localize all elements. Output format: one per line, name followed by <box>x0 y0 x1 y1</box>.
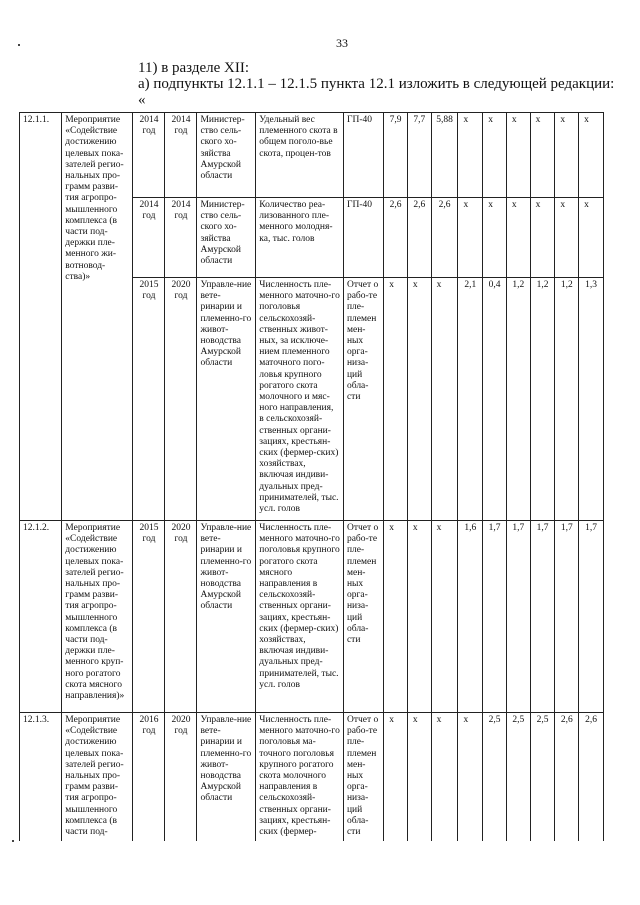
value-cell: х <box>458 198 483 278</box>
value-cell: 2,6 <box>407 198 431 278</box>
start-year: 2014 год <box>133 198 165 278</box>
indicator: Численность пле-менного маточно-го поголовья крупного рогатого скота мясного направления в сельскохозяй-ственных органи-зациях, крестьян-ских (фермер-ских) хозяйствах, включая индиви-дуальных пред-принимателей, тыс. усл. голов <box>256 521 344 713</box>
value-cell: 2,5 <box>506 713 530 842</box>
measures-table <box>19 112 604 841</box>
intro-quote-mark: « <box>138 92 146 108</box>
item-number: 12.1.3. <box>20 713 62 842</box>
indicator: Количество реа-лизованного пле-менного молодня-ка, тыс. голов <box>256 198 344 278</box>
value-cell: х <box>483 198 507 278</box>
table-row <box>20 113 604 198</box>
executor: Управле-ние вете-ринарии и племенно-го живот-новодства Амурской области <box>197 521 256 713</box>
value-cell: 1,3 <box>579 278 604 521</box>
value-cell: 2,6 <box>555 713 579 842</box>
indicator: Удельный вес племенного скота в общем поголо-вье скота, процен-тов <box>256 113 344 198</box>
value-cell: 1,2 <box>530 278 555 521</box>
value-cell: х <box>579 198 604 278</box>
intro-line-2: а) подпункты 12.1.1 – 12.1.5 пункта 12.1 изложить в следующей редакции: <box>138 76 615 92</box>
value-cell: х <box>384 713 408 842</box>
value-cell: х <box>384 278 408 521</box>
value-cell: х <box>579 113 604 198</box>
start-year: 2015 год <box>133 521 165 713</box>
value-cell: 0,4 <box>483 278 507 521</box>
value-cell: х <box>407 521 431 713</box>
end-year: 2020 год <box>165 713 197 842</box>
end-year: 2020 год <box>165 278 197 521</box>
value-cell: х <box>506 198 530 278</box>
start-year: 2015 год <box>133 278 165 521</box>
value-cell: 1,7 <box>506 521 530 713</box>
scan-speck <box>18 44 20 46</box>
value-cell: х <box>458 113 483 198</box>
data-source: Отчет о рабо-те пле-племен мен-ных орга-низа-ций обла-сти <box>343 278 383 521</box>
value-cell: 2,5 <box>530 713 555 842</box>
value-cell: х <box>384 521 408 713</box>
value-cell: х <box>407 278 431 521</box>
value-cell: 2,6 <box>384 198 408 278</box>
amendment-intro <box>138 60 614 108</box>
data-source: ГП-40 <box>343 113 383 198</box>
data-source: Отчет о рабо-те пле-племен мен-ных орга-низа-ций обла-сти <box>343 713 383 842</box>
data-source: ГП-40 <box>343 198 383 278</box>
value-cell: х <box>458 713 483 842</box>
value-cell: х <box>530 113 555 198</box>
executor: Министер-ство сель-ского хо-зяйства Амурской области <box>197 198 256 278</box>
value-cell: 2,6 <box>579 713 604 842</box>
value-cell: 1,6 <box>458 521 483 713</box>
value-cell: 5,88 <box>431 113 458 198</box>
measure-name: Мероприятие «Содействие достижению целевых пока-зателей регио-нальных про-грамм разви-тия агропро-мышленного комплекса (в части под-держки пле-менного жи-вотновод-ства)» <box>62 113 133 521</box>
measure-name: Мероприятие «Содействие достижению целевых пока-зателей регио-нальных про-грамм разви-тия агропро-мышленного комплекса (в части под-держки пле-менного круп-ного рогатого скота мясного направления)» <box>62 521 133 713</box>
value-cell: 7,7 <box>407 113 431 198</box>
indicator: Численность пле-менного маточно-го поголовья сельскохозяй-ственных живот-ных, за исключе-нием племенного маточного пого-ловья крупного рогатого скота молочного и мяс-ного направления, в сельскохозяй-ственных органи-зациях, крестьян-ских (фермер-ских) хозяйствах, включая индиви-дуальных пред-принимателей, тыс. усл. голов <box>256 278 344 521</box>
start-year: 2016 год <box>133 713 165 842</box>
table-row <box>20 521 604 713</box>
start-year: 2014 год <box>133 113 165 198</box>
end-year: 2014 год <box>165 198 197 278</box>
value-cell: 1,7 <box>530 521 555 713</box>
value-cell: 1,7 <box>483 521 507 713</box>
value-cell: х <box>431 521 458 713</box>
page-number: 33 <box>336 36 348 50</box>
data-source: Отчет о рабо-те пле-племен мен-ных орга-низа-ций обла-сти <box>343 521 383 713</box>
value-cell: 7,9 <box>384 113 408 198</box>
value-cell: х <box>407 713 431 842</box>
value-cell: 2,1 <box>458 278 483 521</box>
value-cell: 1,2 <box>555 278 579 521</box>
value-cell: х <box>530 198 555 278</box>
measure-name: Мероприятие «Содействие достижению целевых пока-зателей регио-нальных про-грамм разви-тия агропро-мышленного комплекса (в части под- <box>62 713 133 842</box>
value-cell: х <box>555 198 579 278</box>
executor: Министер-ство сель-ского хо-зяйства Амурской области <box>197 113 256 198</box>
value-cell: х <box>431 278 458 521</box>
end-year: 2020 год <box>165 521 197 713</box>
value-cell: х <box>555 113 579 198</box>
value-cell: х <box>506 113 530 198</box>
end-year: 2014 год <box>165 113 197 198</box>
value-cell: 2,6 <box>431 198 458 278</box>
table-row <box>20 713 604 842</box>
executor: Управле-ние вете-ринарии и племенно-го живот-новодства Амурской области <box>197 278 256 521</box>
item-number: 12.1.1. <box>20 113 62 521</box>
item-number: 12.1.2. <box>20 521 62 713</box>
value-cell: 1,7 <box>555 521 579 713</box>
value-cell: х <box>431 713 458 842</box>
value-cell: 2,5 <box>483 713 507 842</box>
executor: Управле-ние вете-ринарии и племенно-го живот-новодства Амурской области <box>197 713 256 842</box>
indicator: Численность пле-менного маточно-го поголовья ма-точного поголовья крупного рогатого скота молочного направления в сельскохозяй-ственных органи-зациях, крестьян-ских (фермер- <box>256 713 344 842</box>
value-cell: 1,7 <box>579 521 604 713</box>
intro-line-1: 11) в разделе XII: <box>138 60 250 76</box>
value-cell: х <box>483 113 507 198</box>
value-cell: 1,2 <box>506 278 530 521</box>
scan-speck <box>12 840 14 842</box>
